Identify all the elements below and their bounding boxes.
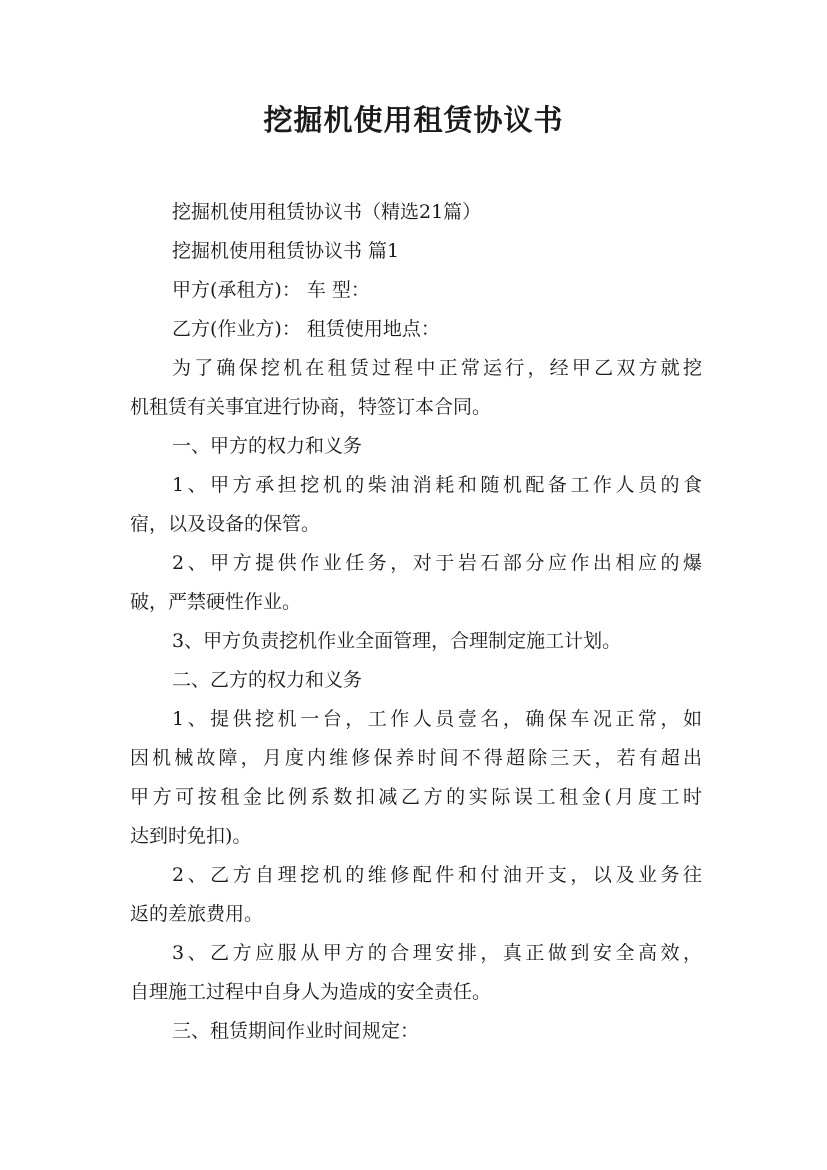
clause-heading: 三、租赁期间作业时间规定： <box>172 1020 420 1042</box>
paragraph-line: 3、乙方应服从甲方的合理安排，真正做到安全高效， <box>172 942 702 964</box>
party-a-line: 甲方(承租方)： 车 型： <box>172 279 370 301</box>
subtitle-line: 挖掘机使用租赁协议书（精选21篇） <box>172 201 482 223</box>
paragraph-line: 3、甲方负责挖机作业全面管理，合理制定施工计划。 <box>172 630 622 652</box>
paragraph-line: 甲方可按租金比例系数扣减乙方的实际误工租金(月度工时 <box>130 786 702 808</box>
clause-heading: 二、乙方的权力和义务 <box>172 669 363 691</box>
paragraph-line: 机租赁有关事宜进行协商，特签订本合同。 <box>130 396 492 418</box>
paragraph-line: 自理施工过程中自身人为造成的安全责任。 <box>130 981 492 1003</box>
paragraph-line: 因机械故障，月度内维修保养时间不得超除三天，若有超出 <box>130 747 702 769</box>
section-heading-line: 挖掘机使用租赁协议书 篇1 <box>172 240 400 262</box>
clause-heading: 一、甲方的权力和义务 <box>172 435 363 457</box>
paragraph-line: 破，严禁硬性作业。 <box>130 591 302 613</box>
document-title: 挖掘机使用租赁协议书 <box>263 103 564 137</box>
paragraph-line: 1、甲方承担挖机的柴油消耗和随机配备工作人员的食 <box>172 474 702 496</box>
paragraph-line: 为了确保挖机在租赁过程中正常运行，经甲乙双方就挖 <box>172 357 702 379</box>
paragraph-line: 达到时免扣)。 <box>130 825 252 847</box>
paragraph-line: 2、甲方提供作业任务，对于岩石部分应作出相应的爆 <box>172 552 702 574</box>
paragraph-line: 宿，以及设备的保管。 <box>130 513 321 535</box>
paragraph-line: 返的差旅费用。 <box>130 903 264 925</box>
paragraph-line: 2、乙方自理挖机的维修配件和付油开支，以及业务往 <box>172 864 702 886</box>
party-b-line: 乙方(作业方)： 租赁使用地点： <box>172 318 440 340</box>
paragraph-line: 1、提供挖机一台，工作人员壹名，确保车况正常，如 <box>172 708 702 730</box>
